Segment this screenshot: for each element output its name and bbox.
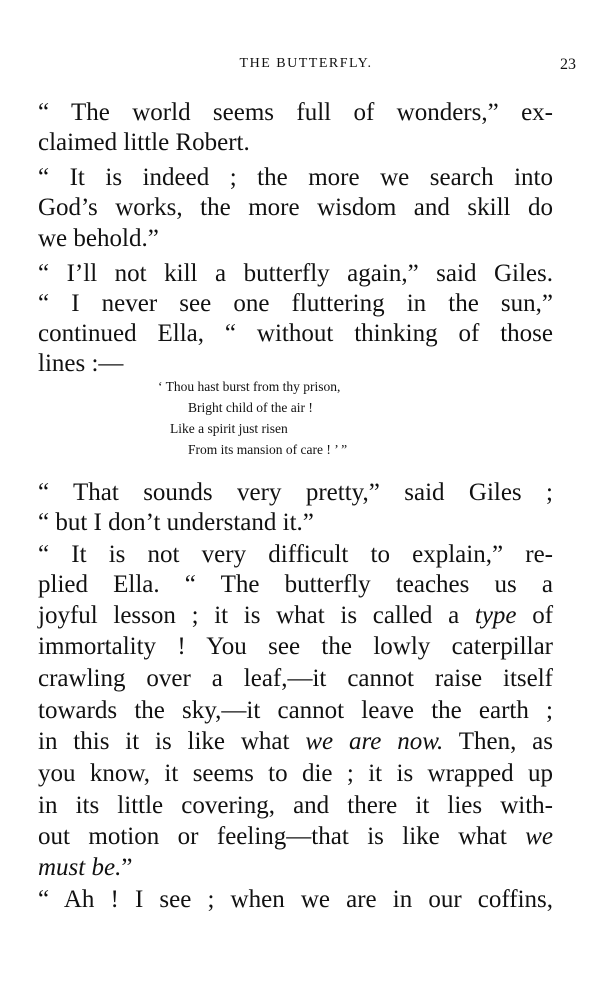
text-line: “ I never see one fluttering in the sun,” — [38, 290, 553, 317]
text-line: “ but I don’t understand it.” — [38, 509, 314, 536]
page-header — [36, 56, 576, 80]
text-line: “ That sounds very pretty,” said Giles ; — [38, 479, 553, 506]
text-line: “ Ah ! I see ; when we are in our coffins, — [38, 886, 553, 913]
text-line: crawling over a leaf,—it cannot raise itself — [38, 665, 553, 692]
text-line: “ I’ll not kill a butterfly again,” said Giles. — [38, 260, 553, 287]
running-head: THE BUTTERFLY. — [239, 56, 373, 71]
text-line: “ The world seems full of wonders,” ex- — [38, 99, 553, 126]
text-line: God’s works, the more wisdom and skill do — [38, 194, 553, 221]
text-line: you know, it seems to die ; it is wrapped up — [38, 760, 553, 787]
text-line: in its little covering, and there it lies with- — [38, 792, 553, 819]
text-line: plied Ella. “ The butterfly teaches us a — [38, 571, 553, 598]
text-line: “ It is indeed ; the more we search into — [38, 164, 553, 191]
text-line: must be.” — [38, 854, 133, 881]
text-line: lines :— — [38, 350, 124, 377]
text-line: “ It is not very difficult to explain,” re- — [38, 541, 553, 568]
text-line: continued Ella, “ without thinking of those — [38, 320, 553, 347]
verse-line: Like a spirit just risen — [170, 421, 288, 436]
text-line: claimed little Robert. — [38, 129, 250, 156]
text-line: we behold.” — [38, 225, 159, 252]
verse-line: Bright child of the air ! — [188, 400, 313, 415]
text-line: joyful lesson ; it is what is called a type of — [38, 602, 554, 629]
verse-line: ‘ Thou hast burst from thy prison, — [158, 379, 341, 394]
text-line: in this it is like what we are now. Then, as — [38, 728, 553, 755]
page-number: 23 — [560, 56, 576, 73]
text-line: out motion or feeling—that is like what we — [38, 823, 553, 850]
text-line: immortality ! You see the lowly caterpillar — [38, 633, 553, 660]
text-line: towards the sky,—it cannot leave the earth ; — [38, 697, 553, 724]
verse-line: From its mansion of care ! ’ ” — [188, 442, 348, 457]
